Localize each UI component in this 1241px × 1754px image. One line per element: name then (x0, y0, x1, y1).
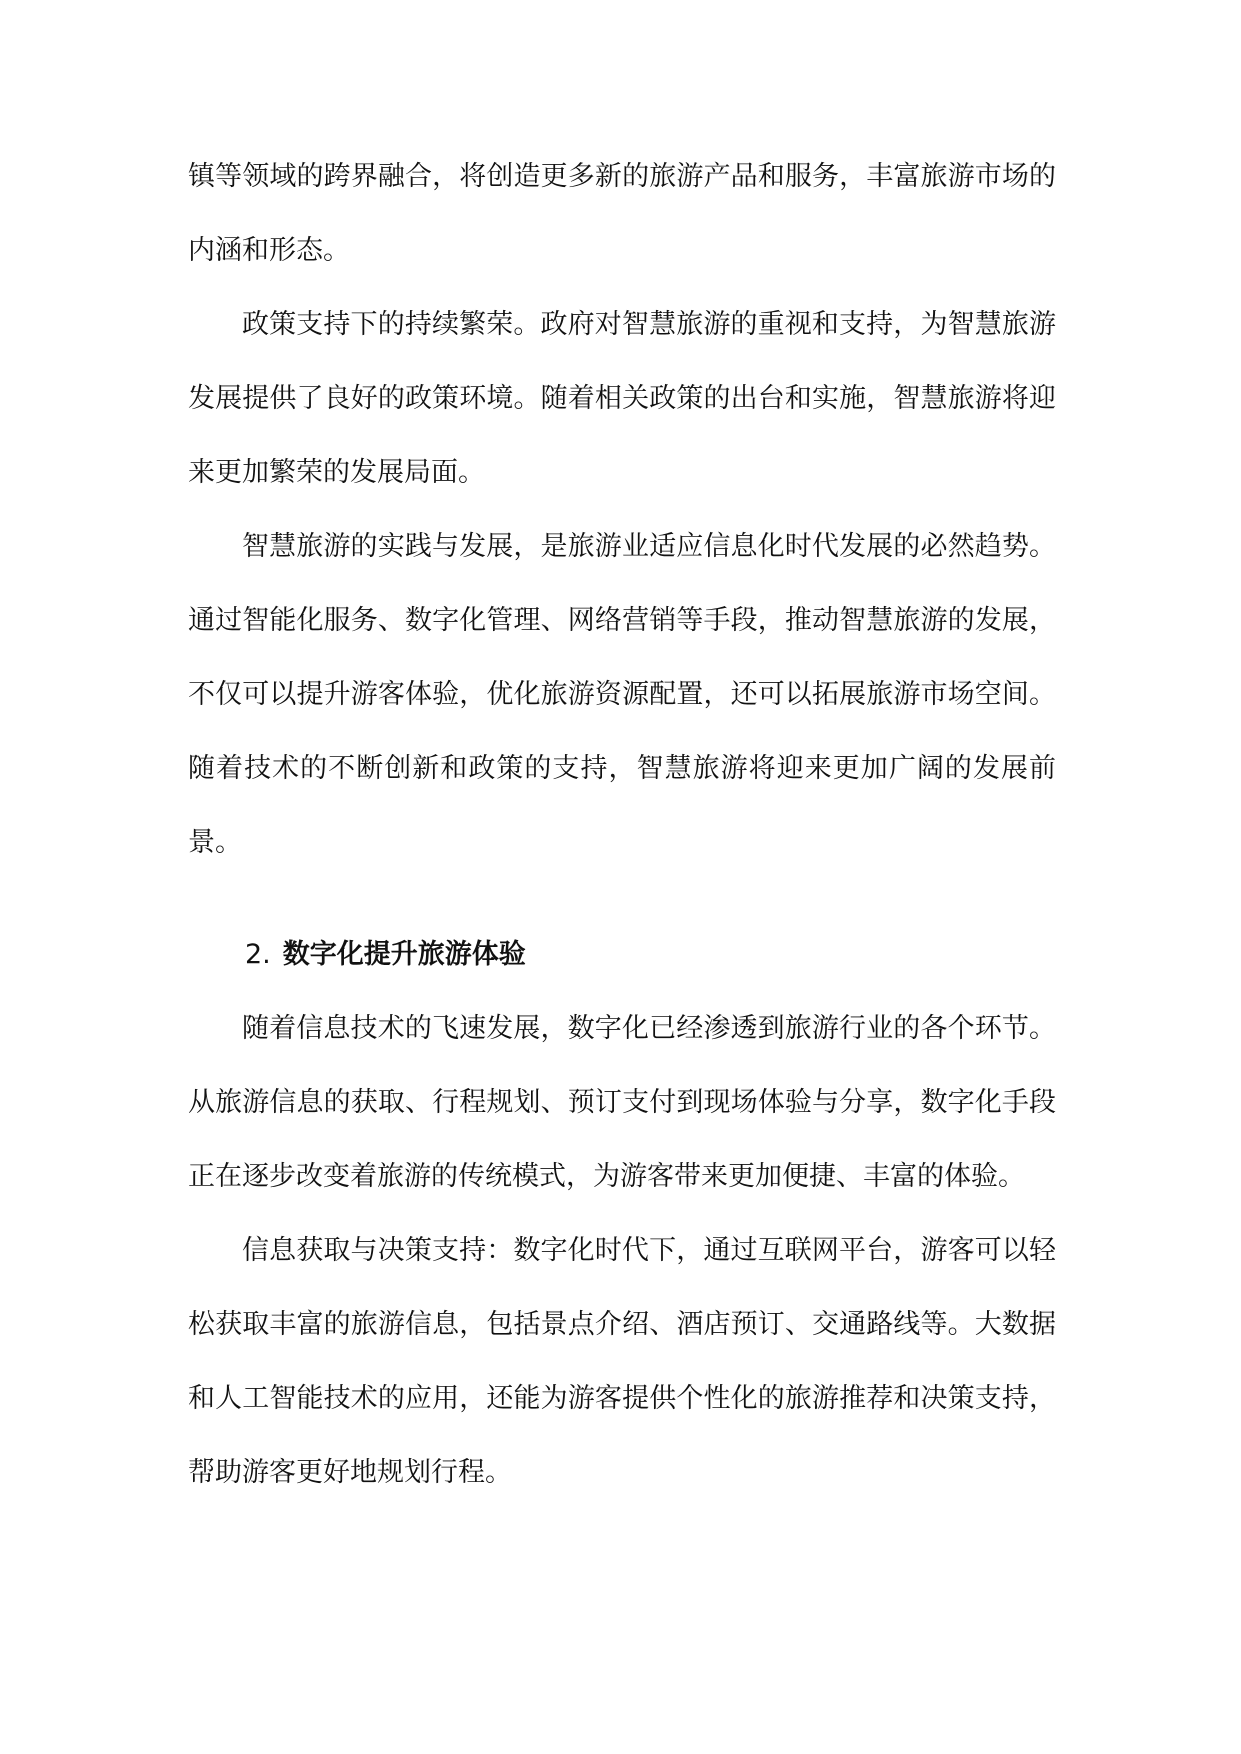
paragraph-digital-intro: 随着信息技术的飞速发展，数字化已经渗透到旅游行业的各个环节。从旅游信息的获取、行程规划、预订支付到现场体验与分享，数字化手段正在逐步改变着旅游的传统模式，为游客带来更加便捷、丰富的体验。 (188, 1013, 1056, 1192)
section-title: 数字化提升旅游体验 (282, 939, 526, 970)
paragraph-continuation: 镇等领域的跨界融合，将创造更多新的旅游产品和服务，丰富旅游市场的内涵和形态。 (188, 161, 1056, 266)
paragraph-info-decision-support: 信息获取与决策支持：数字化时代下，通过互联网平台，游客可以轻松获取丰富的旅游信息，包括景点介绍、酒店预订、交通路线等。大数据和人工智能技术的应用，还能为游客提供个性化的旅游推荐和决策支持，帮助游客更好地规划行程。 (188, 1235, 1056, 1488)
document-body (188, 140, 1056, 1510)
section-heading (188, 918, 1056, 992)
paragraph-smart-tourism-summary: 智慧旅游的实践与发展，是旅游业适应信息化时代发展的必然趋势。通过智能化服务、数字化管理、网络营销等手段，推动智慧旅游的发展，不仅可以提升游客体验，优化旅游资源配置，还可以拓展旅游市场空间。随着技术的不断创新和政策的支持，智慧旅游将迎来更加广阔的发展前景。 (188, 531, 1056, 858)
section-number: 2. (245, 939, 271, 970)
paragraph-policy-support: 政策支持下的持续繁荣。政府对智慧旅游的重视和支持，为智慧旅游发展提供了良好的政策环境。随着相关政策的出台和实施，智慧旅游将迎来更加繁荣的发展局面。 (188, 309, 1056, 488)
